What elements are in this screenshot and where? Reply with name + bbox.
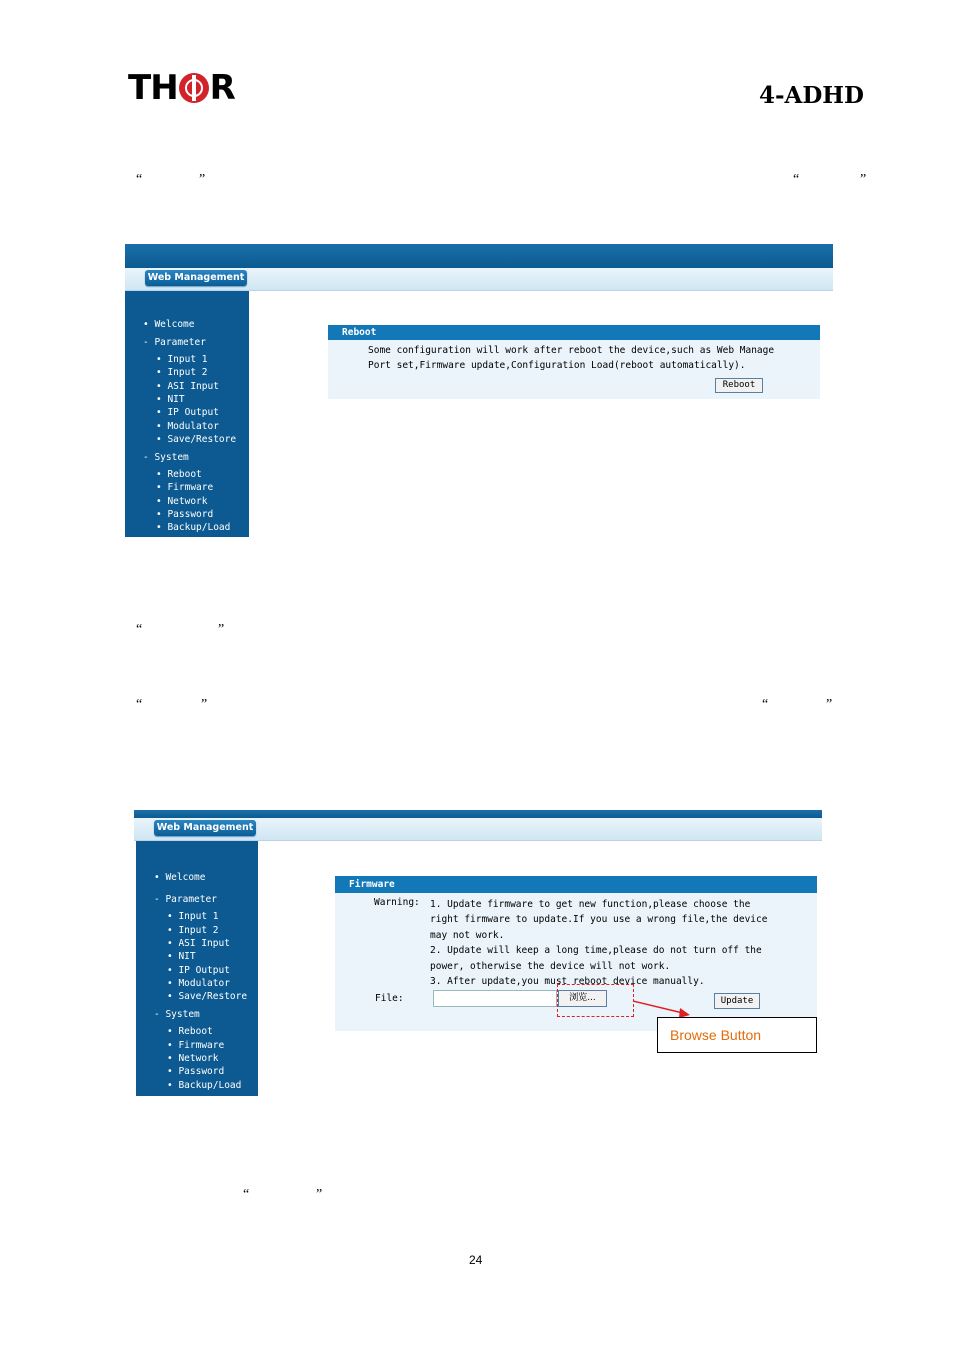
menu-save-restore[interactable]: • Save/Restore xyxy=(167,991,248,1003)
menu-backup-load[interactable]: • Backup/Load xyxy=(156,522,231,534)
nav-bar xyxy=(125,268,833,291)
thor-logo xyxy=(128,70,244,106)
menu-backup-load[interactable]: • Backup/Load xyxy=(167,1079,242,1091)
menu-welcome[interactable]: • Welcome xyxy=(143,319,195,330)
quote-open: “ xyxy=(762,697,769,712)
menu-modulator[interactable]: • Modulator xyxy=(156,420,219,432)
menu-network[interactable]: • Network xyxy=(167,1052,219,1064)
top-banner xyxy=(125,244,833,268)
warning-line: right firmware to update.If you use a wrong file,the device xyxy=(430,914,768,926)
menu-password[interactable]: • Password xyxy=(167,1066,225,1078)
update-button[interactable]: Update xyxy=(714,993,760,1009)
menu-input-2[interactable]: • Input 2 xyxy=(156,367,208,379)
menu-network[interactable]: • Network xyxy=(156,495,208,507)
quote-close: ” xyxy=(199,172,206,187)
firmware-screenshot xyxy=(134,810,822,1096)
menu-save-restore[interactable]: • Save/Restore xyxy=(156,433,237,445)
menu-parameter[interactable]: - Parameter xyxy=(143,336,206,348)
panel-title: Reboot xyxy=(328,325,820,340)
warning-label: Warning: xyxy=(374,897,420,908)
menu-parameter[interactable]: - Parameter xyxy=(154,893,217,905)
logo-text-th: TH xyxy=(128,68,178,108)
globe-icon xyxy=(179,73,209,103)
quote-open: “ xyxy=(793,172,800,187)
quote-open: “ xyxy=(136,172,143,187)
menu-system[interactable]: - System xyxy=(143,451,189,463)
menu-reboot[interactable]: • Reboot xyxy=(167,1026,213,1038)
file-label: File: xyxy=(375,993,404,1004)
reboot-info-line-1: Some configuration will work after reboot the device,such as Web Manage xyxy=(368,345,775,356)
reboot-screenshot xyxy=(125,244,833,537)
menu-ip-output[interactable]: • IP Output xyxy=(167,964,230,976)
menu-reboot[interactable]: • Reboot xyxy=(156,469,202,481)
quote-open: “ xyxy=(136,697,143,712)
panel-title: Firmware xyxy=(335,876,817,893)
quote-close: ” xyxy=(860,172,867,187)
warning-line: 1. Update firmware to get new function,please choose the xyxy=(430,899,751,910)
menu-firmware[interactable]: • Firmware xyxy=(167,1039,225,1051)
warning-line: may not work. xyxy=(430,929,505,941)
warning-line: power, otherwise the device will not work. xyxy=(430,960,671,972)
menu-welcome[interactable]: • Welcome xyxy=(154,872,206,883)
model-name: 4-ADHD xyxy=(758,82,864,109)
web-management-tab[interactable]: Web Management xyxy=(154,820,256,836)
quote-open: “ xyxy=(243,1187,250,1202)
browse-button[interactable]: 浏览... xyxy=(558,990,607,1007)
callout-arrow xyxy=(134,810,822,1096)
logo-text-r: R xyxy=(209,68,235,108)
menu-modulator[interactable]: • Modulator xyxy=(167,977,230,989)
reboot-panel xyxy=(328,325,820,399)
warning-line: 2. Update will keep a long time,please do not turn off the xyxy=(430,945,762,957)
sidebar-menu xyxy=(125,318,236,535)
browse-callout: Browse Button xyxy=(657,1017,817,1053)
menu-nit[interactable]: • NIT xyxy=(167,951,196,963)
quote-close: ” xyxy=(201,697,208,712)
reboot-info-line-2: Port set,Firmware update,Configuration Load(reboot automatically). xyxy=(368,360,746,371)
web-management-tab[interactable]: Web Management xyxy=(145,270,247,286)
warning-line: 3. After update,you must reboot device manually. xyxy=(430,976,705,988)
quote-close: ” xyxy=(218,622,225,637)
menu-input-1[interactable]: • Input 1 xyxy=(156,354,208,366)
reboot-button[interactable]: Reboot xyxy=(715,378,763,393)
page-number: 24 xyxy=(469,1253,483,1267)
menu-asi-input[interactable]: • ASI Input xyxy=(156,380,219,392)
menu-nit[interactable]: • NIT xyxy=(156,394,185,406)
menu-input-2[interactable]: • Input 2 xyxy=(167,924,219,936)
quote-close: ” xyxy=(316,1187,323,1202)
quote-open: “ xyxy=(136,622,143,637)
sidebar xyxy=(125,291,249,537)
menu-system[interactable]: - System xyxy=(154,1008,200,1020)
quote-close: ” xyxy=(826,697,833,712)
menu-asi-input[interactable]: • ASI Input xyxy=(167,937,230,949)
menu-password[interactable]: • Password xyxy=(156,509,214,521)
menu-ip-output[interactable]: • IP Output xyxy=(156,407,219,419)
menu-firmware[interactable]: • Firmware xyxy=(156,482,214,494)
menu-input-1[interactable]: • Input 1 xyxy=(167,911,219,923)
